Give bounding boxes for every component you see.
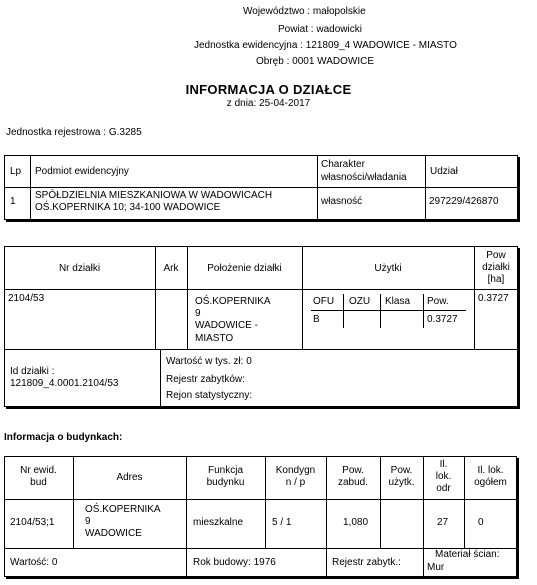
bud-header-kond-2: n / p: [285, 477, 306, 488]
buildings-label: Informacja o budynkach:: [4, 432, 123, 443]
parcel-row-pow: 0.3727: [427, 314, 458, 325]
bud-header-funkcja-2: budynku: [206, 477, 245, 488]
bud-header-powu-1: Pow.: [390, 465, 413, 476]
header-obreb: Obręb : 0001 WADOWICE: [256, 56, 374, 67]
owners-header-charakter-2: własności/władania: [321, 172, 407, 183]
parcel-row-pow-dzialki: 0.3727: [478, 293, 509, 304]
owners-header-podmiot: Podmiot ewidencyjny: [35, 166, 129, 177]
owners-row-lp: 1: [10, 196, 16, 207]
bud-footer-material-1: Materiał ścian:: [435, 549, 500, 560]
parcel-sub-ofu: OFU: [313, 296, 335, 307]
parcel-row-nr: 2104/53: [8, 293, 45, 304]
bud-header-powz-2: zabud.: [337, 477, 369, 488]
bud-header-powz-1: Pow.: [342, 465, 364, 476]
parcel-header-polozenie: Położenie działki: [207, 263, 282, 274]
header-wojewodztwo: Województwo : małopolskie: [243, 6, 366, 17]
parcel-row-polozenie-3: WADOWICE -: [195, 320, 258, 331]
bud-row-nr: 2104/53;1: [10, 517, 55, 528]
parcel-header-nr: Nr działki: [58, 263, 101, 274]
bud-header-powu-2: użytk.: [388, 477, 415, 488]
page-title: INFORMACJA O DZIAŁCE: [185, 82, 352, 97]
parcel-rejestr: Rejestr zabytków:: [166, 374, 245, 385]
parcel-row-polozenie-1: OŚ.KOPERNIKA: [195, 296, 271, 307]
header-jednostka: Jednostka ewidencyjna : 121809_4 WADOWICE - MIASTO: [194, 40, 457, 51]
bud-row-adres-3: WADOWICE: [85, 528, 142, 539]
parcel-id-label: Id działki :: [10, 366, 55, 377]
bud-header-illoko-2: ogółem: [474, 477, 507, 488]
parcel-header-pow-3: [ha]: [487, 274, 505, 285]
owners-row-podmiot-2: OŚ.KOPERNIKA 10; 34-100 WADOWICE: [35, 202, 221, 213]
bud-row-kond: 5 / 1: [272, 517, 292, 528]
parcel-row-ofu: B: [313, 314, 320, 325]
parcel-sub-klasa: Klasa: [385, 296, 411, 307]
bud-row-powz: 1,080: [343, 517, 369, 528]
parcel-header-pow-2: działki: [482, 262, 510, 273]
bud-row-adres-2: 9: [85, 516, 91, 527]
parcel-header-uzytki: Użytki: [374, 263, 402, 274]
bud-footer-rok: Rok budowy: 1976: [193, 557, 276, 568]
bud-row-adres-1: OŚ.KOPERNIKA: [85, 504, 161, 515]
owners-row-podmiot-1: SPÓŁDZIELNIA MIESZKANIOWA W WADOWICACH: [35, 190, 273, 201]
parcel-rejon: Rejon statystyczny:: [166, 390, 253, 401]
owners-row-charakter: własność: [321, 196, 363, 207]
bud-row-funkcja: mieszkalne: [193, 517, 244, 528]
bud-header-illok-1: Il.: [439, 459, 448, 470]
bud-header-nr-2: bud: [30, 477, 47, 488]
bud-header-illok-3: odr: [436, 483, 451, 494]
header-powiat: Powiat : wadowicki: [278, 24, 362, 35]
parcel-sub-ozu: OZU: [349, 296, 371, 307]
bud-footer-material-2: Mur: [427, 562, 445, 573]
bud-header-illoko-1: Il. lok.: [477, 465, 504, 476]
owners-header-lp: Lp: [10, 166, 22, 177]
parcel-row-polozenie-2: 9: [195, 308, 201, 319]
owners-header-charakter-1: Charakter: [321, 159, 365, 170]
bud-footer-wartosc: Wartość: 0: [10, 557, 58, 568]
owners-row-udzial: 297229/426870: [429, 196, 499, 207]
bud-header-kond-1: Kondygn: [275, 465, 316, 476]
bud-row-illoko: 0: [478, 517, 484, 528]
parcel-header-ark: Ark: [163, 263, 179, 274]
jednostka-rejestrowa: Jednostka rejestrowa : G.3285: [6, 127, 142, 138]
bud-header-funkcja-1: Funkcja: [207, 465, 243, 476]
parcel-row-polozenie-4: MIASTO: [195, 333, 234, 344]
owners-header-udzial: Udział: [430, 166, 458, 177]
bud-row-illok: 27: [437, 517, 449, 528]
parcel-wartosc: Wartość w tys. zł: 0: [166, 356, 252, 367]
bud-header-adres: Adres: [116, 472, 143, 483]
parcel-sub-pow: Pow.: [427, 296, 449, 307]
parcel-header-pow-1: Pow: [486, 250, 506, 261]
bud-footer-rejestr: Rejestr zabytk.:: [332, 557, 401, 568]
bud-header-illok-2: lok.: [435, 471, 452, 482]
bud-header-nr-1: Nr ewid.: [20, 465, 57, 476]
page-date: z dnia: 25-04-2017: [226, 98, 311, 109]
parcel-id-value: 121809_4.0001.2104/53: [10, 378, 119, 389]
